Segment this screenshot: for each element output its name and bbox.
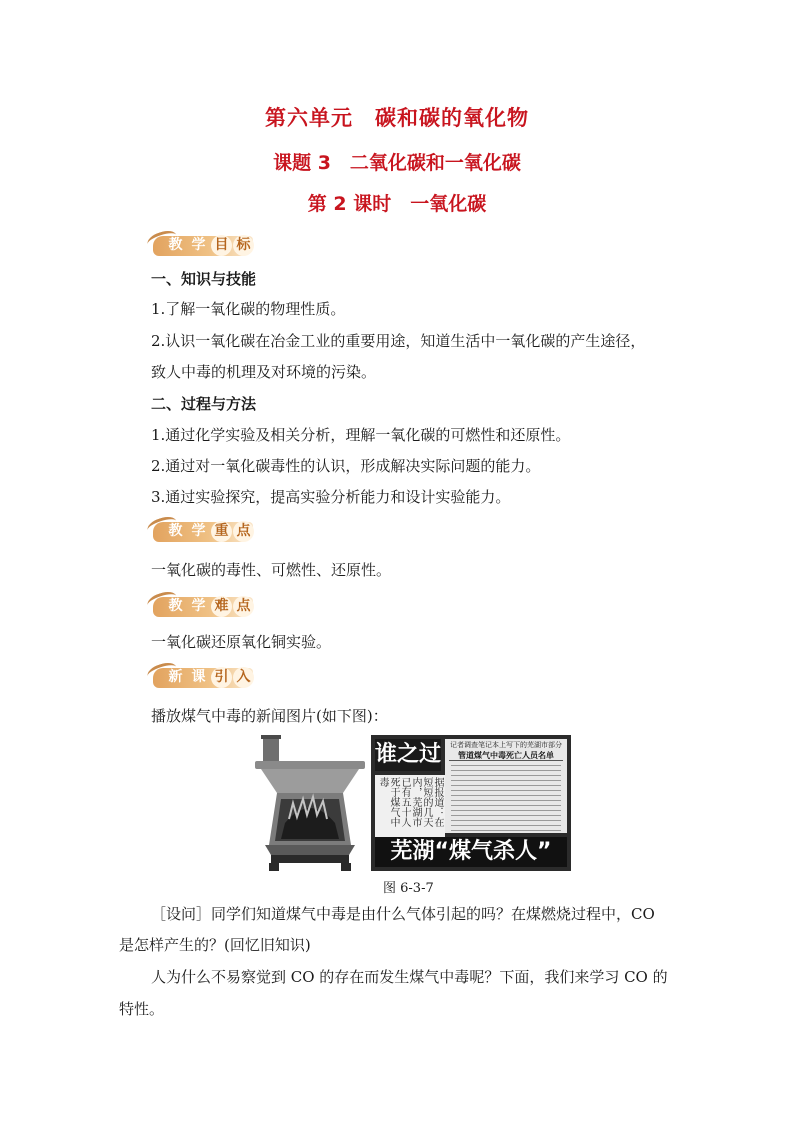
key-points-text: 一氧化碳的毒性、可燃性、还原性。	[151, 561, 392, 579]
tag-char: 学	[191, 523, 206, 539]
period-title: 第 2 课时 一氧化碳	[307, 193, 487, 215]
objective-item-continued: 致人中毒的机理及对环境的污染。	[151, 363, 377, 381]
section-tag-intro	[153, 664, 257, 690]
tag-char: 学	[191, 237, 206, 253]
news-vertical-text: 据报道：在短短的几天内，芜湖市已有五十人死于煤气中毒	[375, 775, 445, 837]
tag-char: 点	[233, 521, 254, 542]
newspaper-clipping-image	[371, 735, 571, 871]
news-box-title: 管道煤气中毒死亡人员名单	[449, 750, 563, 761]
tag-char: 重	[211, 521, 232, 542]
tag-char: 入	[233, 667, 254, 688]
tag-char: 课	[191, 669, 206, 685]
news-figure	[255, 733, 585, 871]
question-text-continued: 是怎样产生的？(回忆旧知识)	[119, 936, 311, 954]
paragraph-text: 人为什么不易察觉到 CO 的存在而发生煤气中毒呢？下面，我们来学习 CO 的	[151, 968, 668, 986]
tag-char: 教	[168, 523, 183, 539]
tag-char: 引	[211, 667, 232, 688]
tag-char: 标	[233, 235, 254, 256]
news-headline-top: 谁之过	[375, 739, 441, 771]
tag-char: 学	[191, 598, 206, 614]
intro-text: 播放煤气中毒的新闻图片(如下图)：	[151, 707, 388, 725]
tag-char: 教	[168, 237, 183, 253]
heading-process-method: 二、过程与方法	[151, 395, 257, 413]
question-text: ［设问］同学们知道煤气中毒是由什么气体引起的吗？在煤燃烧过程中，CO	[151, 905, 655, 923]
news-box-subtitle: 记者调查笔记本上写下的芜湖市部分	[450, 741, 562, 749]
figure-caption: 图 6-3-7	[383, 881, 434, 896]
heading-knowledge-skills: 一、知识与技能	[151, 270, 257, 288]
section-tag-difficulties	[153, 593, 257, 619]
objective-item: 2.通过对一氧化碳毒性的认识，形成解决实际问题的能力。	[151, 457, 541, 475]
tag-char: 难	[211, 596, 232, 617]
section-tag-key-points	[153, 518, 257, 544]
section-tag-objectives	[153, 232, 257, 258]
objective-item: 1.了解一氧化碳的物理性质。	[151, 300, 346, 318]
coal-stove-image	[255, 733, 365, 871]
paragraph-text-continued: 特性。	[119, 1000, 165, 1018]
news-text-lines	[451, 765, 561, 831]
news-headline-bottom: 芜湖“煤气杀人”	[375, 837, 567, 867]
tag-char: 教	[168, 598, 183, 614]
difficulties-text: 一氧化碳还原氧化铜实验。	[151, 633, 332, 651]
tag-char: 点	[233, 596, 254, 617]
tag-char: 目	[211, 235, 232, 256]
lesson-title: 课题 3 二氧化碳和一氧化碳	[273, 152, 521, 174]
news-victim-list	[445, 739, 567, 833]
objective-item: 3.通过实验探究，提高实验分析能力和设计实验能力。	[151, 488, 511, 506]
objective-item: 2.认识一氧化碳在冶金工业的重要用途，知道生活中一氧化碳的产生途径，	[151, 332, 646, 350]
unit-title: 第六单元 碳和碳的氧化物	[265, 106, 529, 130]
objective-item: 1.通过化学实验及相关分析，理解一氧化碳的可燃性和还原性。	[151, 426, 571, 444]
tag-char: 新	[168, 669, 183, 685]
